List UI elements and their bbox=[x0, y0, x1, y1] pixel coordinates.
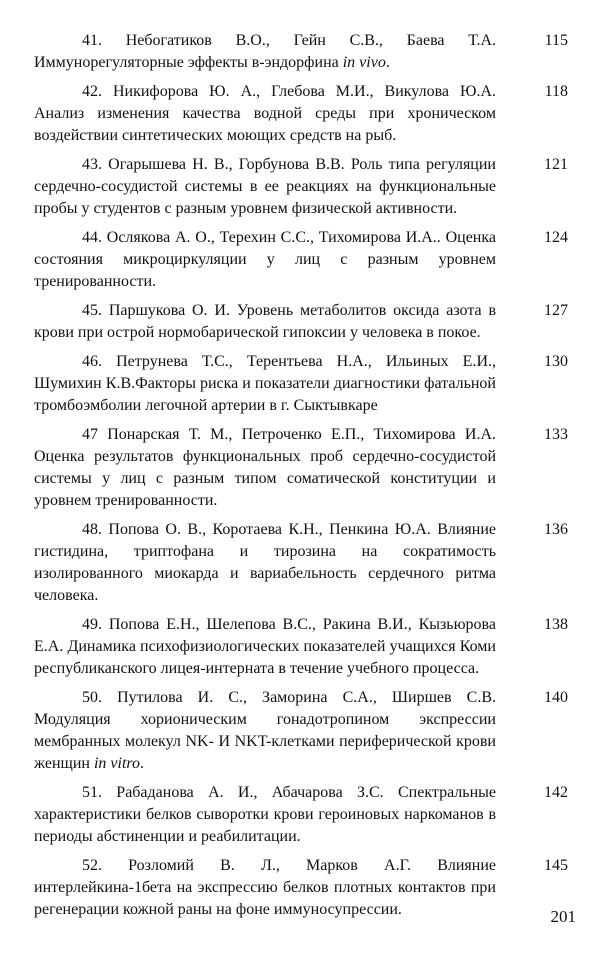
entry-text bbox=[34, 519, 496, 607]
entry-text bbox=[34, 782, 496, 848]
table-of-contents bbox=[34, 30, 574, 928]
toc-entry[interactable] bbox=[34, 81, 574, 147]
entry-text bbox=[34, 30, 496, 74]
entry-page-number: 121 bbox=[544, 156, 568, 173]
entry-text-main: 42. Никифорова Ю. А., Глебова М.И., Викулова Ю.А. Анализ изменения качества водной среды при хроническом воздействии синтетических моющих средств на рыб. bbox=[34, 83, 496, 144]
entry-page-number: 138 bbox=[544, 616, 568, 633]
entry-page-number: 130 bbox=[544, 353, 568, 370]
entry-page-number: 133 bbox=[544, 426, 568, 443]
entry-text-emphasis: in vitro bbox=[93, 755, 141, 772]
toc-entry[interactable] bbox=[34, 424, 574, 512]
page-number: 201 bbox=[550, 907, 576, 926]
entry-text-main: 44. Ослякова А. О., Терехин С.С., Тихомирова И.А.. Оценка состояния микроциркуляции у лиц с разным уровнем тренированности. bbox=[34, 229, 496, 290]
entry-text-main: 52. Розломий В. Л., Марков А.Г. Влияние интерлейкина-1бета на экспрессию белков плотных контактов при регенерации кожной раны на фоне иммуносупрессии. bbox=[34, 857, 496, 918]
toc-entry[interactable] bbox=[34, 519, 574, 607]
entry-text-main: 49. Попова Е.Н., Шелепова В.С., Ракина В.И., Кызьюрова Е.А. Динамика психофизиологических показателей учащихся Коми республиканского лицея-интерната в течение учебного процесса. bbox=[34, 616, 496, 677]
toc-entry[interactable] bbox=[34, 300, 574, 344]
toc-entry[interactable] bbox=[34, 614, 574, 680]
entry-text bbox=[34, 154, 496, 220]
entry-text bbox=[34, 227, 496, 293]
entry-text bbox=[34, 300, 496, 344]
entry-text-emphasis: in vivo bbox=[342, 54, 386, 71]
entry-page-number: 127 bbox=[544, 302, 568, 319]
entry-page-number: 124 bbox=[544, 229, 568, 246]
entry-text-main: 48. Попова О. В., Коротаева К.Н., Пенкина Ю.А. Влияние гистидина, триптофана и тирозина на сократимость изолированного миокарда и вариабельность сердечного ритма человека. bbox=[34, 521, 496, 604]
entry-text bbox=[34, 81, 496, 147]
entry-text bbox=[34, 855, 496, 921]
entry-text bbox=[34, 351, 496, 417]
entry-text-main: 46. Петрунева Т.С., Терентьева Н.А., Ильиных Е.И., Шумихин К.В.Факторы риска и показатели диагностики фатальной тромбоэмболии легочной артерии в г. Сыктывкаре bbox=[34, 353, 496, 414]
entry-page-number: 140 bbox=[544, 689, 568, 706]
entry-text bbox=[34, 424, 496, 512]
entry-text-tail: . bbox=[385, 54, 390, 71]
toc-entry[interactable] bbox=[34, 687, 574, 775]
toc-entry[interactable] bbox=[34, 782, 574, 848]
entry-text-main: 51. Рабаданова А. И., Абачарова З.С. Спектральные характеристики белков сыворотки крови героиновых наркоманов в периоды абстиненции и реабилитации. bbox=[34, 784, 496, 845]
entry-page-number: 118 bbox=[544, 83, 568, 100]
entry-text-main: 43. Огарышева Н. В., Горбунова В.В. Роль типа регуляции сердечно-сосудистой системы в ее реакциях на функциональные пробы у студентов с разным уровнем физической активности. bbox=[34, 156, 496, 217]
entry-text-main: 47 Понарская Т. М., Петроченко Е.П., Тихомирова И.А. Оценка результатов функциональных проб сердечно-сосудистой системы у лиц с разным типом соматической конституции и уровнем тренированности. bbox=[34, 426, 496, 509]
entry-page-number: 142 bbox=[544, 784, 568, 801]
entry-text-main: 45. Паршукова О. И. Уровень метаболитов оксида азота в крови при острой нормобарической гипоксии у человека в покое. bbox=[34, 302, 496, 341]
entry-text-main: 41. Небогатиков В.О., Гейн С.В., Баева Т.А. Иммунорегуляторные эффекты в-эндорфина bbox=[34, 32, 496, 71]
toc-entry[interactable] bbox=[34, 227, 574, 293]
entry-page-number: 145 bbox=[544, 857, 568, 874]
entry-text-main: 50. Путилова И. С., Заморина С.А., Ширшев С.В. Модуляция хорионическим гонадотропином экспрессии мембранных молекул NK- И NKT-клетками периферической крови женщин bbox=[34, 689, 496, 772]
entry-page-number: 115 bbox=[544, 32, 568, 49]
toc-entry[interactable] bbox=[34, 154, 574, 220]
toc-entry[interactable] bbox=[34, 30, 574, 74]
entry-page-number: 136 bbox=[544, 521, 568, 538]
entry-text bbox=[34, 614, 496, 680]
toc-entry[interactable] bbox=[34, 855, 574, 921]
toc-entry[interactable] bbox=[34, 351, 574, 417]
entry-text bbox=[34, 687, 496, 775]
entry-text-tail: . bbox=[140, 755, 145, 772]
